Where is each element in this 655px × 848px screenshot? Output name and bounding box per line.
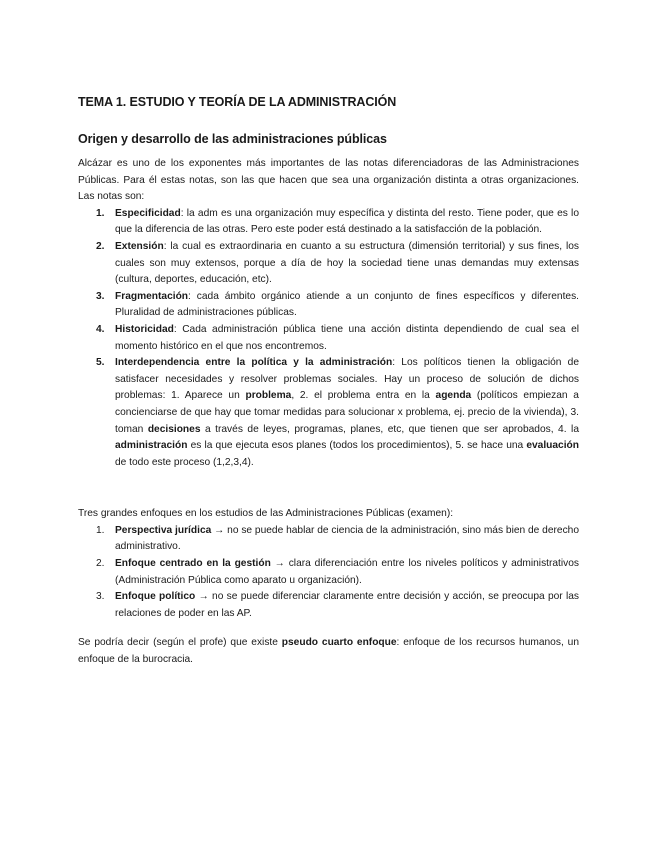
closing-paragraph: Se podría decir (según el profe) que existe pseudo cuarto enfoque: enfoque de los recursos humanos, un enfoque de la burocracia. xyxy=(78,637,579,666)
bold-term: Fragmentación xyxy=(115,290,189,302)
bold-term: Historicidad xyxy=(115,323,174,335)
bold-term: Especificidad xyxy=(115,207,181,219)
enfoques-list xyxy=(78,523,579,623)
list-number: 3. xyxy=(96,290,105,302)
section-heading: Origen y desarrollo de las administraciones públicas xyxy=(78,132,387,146)
list-item: 1. Perspectiva jurídica → no se puede hablar de ciencia de la administración, sino más bien de derecho administrativo. xyxy=(96,524,579,553)
list-number: 4. xyxy=(96,323,105,335)
list-item: 1. Especificidad: la adm es una organización muy específica y distinta del resto. Tiene poder, que es lo que la diferencia de las otras. Pero este poder está destinado a la satisfacción de la población. xyxy=(96,207,579,236)
bold-term: Perspectiva jurídica xyxy=(115,524,212,536)
bold-term: decisiones xyxy=(147,423,201,435)
list-number: 1. xyxy=(96,524,105,536)
bold-term: Interdependencia entre la política y la administración xyxy=(115,357,393,369)
list-number: 1. xyxy=(96,207,105,219)
bold-term: problema xyxy=(245,390,292,402)
document-page xyxy=(78,94,579,669)
list-item: 2. Enfoque centrado en la gestión → clara diferenciación entre los niveles políticos y administrativos (Administración Pública como aparato u organización). xyxy=(96,558,580,586)
notas-list xyxy=(78,206,579,472)
spacer xyxy=(78,471,579,506)
bold-term: agenda xyxy=(435,390,472,402)
list-item: 2. Extensión: la cual es extraordinaria en cuanto a su estructura (dimensión territorial) y sus fines, los cuales son muy extensos, porque a día de hoy la sociedad tiene unas demandas muy extensas (cultura, deportes, educación, etc). xyxy=(96,240,579,286)
enfoques-intro: Tres grandes enfoques en los estudios de las Administraciones Públicas (examen): xyxy=(78,508,454,520)
intro-paragraph: Alcázar es uno de los exponentes más importantes de las notas diferenciadoras de las Administraciones Públicas. Para él estas notas, son las que hacen que sea una organización distinta a otras organizaciones. Las notas son: xyxy=(78,158,579,203)
list-item: 3. Enfoque político → no se puede diferenciar claramente entre decisión y acción, se preocupa por las relaciones de poder en las AP. xyxy=(96,591,579,619)
bold-term: administración xyxy=(115,440,188,452)
bold-term: Enfoque centrado en la gestión xyxy=(115,558,271,570)
bold-term: evaluación xyxy=(526,440,579,452)
list-number: 2. xyxy=(96,240,105,252)
list-item: 3. Fragmentación: cada ámbito orgánico atiende a un conjunto de fines específicos y diferentes. Pluralidad de administraciones públicas. xyxy=(96,290,579,319)
document-title: TEMA 1. ESTUDIO Y TEORÍA DE LA ADMINISTRACIÓN xyxy=(78,95,397,109)
list-number: 3. xyxy=(96,591,105,603)
list-number: 5. xyxy=(96,357,105,369)
bold-term: Extensión xyxy=(115,240,164,252)
bold-term: pseudo cuarto enfoque xyxy=(281,637,397,649)
list-item: 4. Historicidad: Cada administración pública tiene una acción distinta dependiendo de cual sea el momento histórico en el que nos encontremos. xyxy=(96,323,579,352)
spacer xyxy=(78,622,579,635)
list-item: 5. Interdependencia entre la política y la administración: Los políticos tienen la obligación de satisfacer necesidades y resolver problemas sociales. Hay un proceso de solución de dichos problemas: 1. Aparece un problema, 2. el problema entra en la agenda (políticos empiezan a concienciarse de que hay que tomar medidas para solucionar x problema, ej. precio de la vivienda), 3. toman decisiones a través de leyes, programas, planes, etc, que tienen que ser aprobados, 4. la administración es la que ejecuta esos planes (todos los procedimientos), 5. se hace una evaluación de todo este proceso (1,2,3,4). xyxy=(96,357,579,468)
bold-term: Enfoque político xyxy=(115,591,196,603)
list-number: 2. xyxy=(96,558,105,570)
